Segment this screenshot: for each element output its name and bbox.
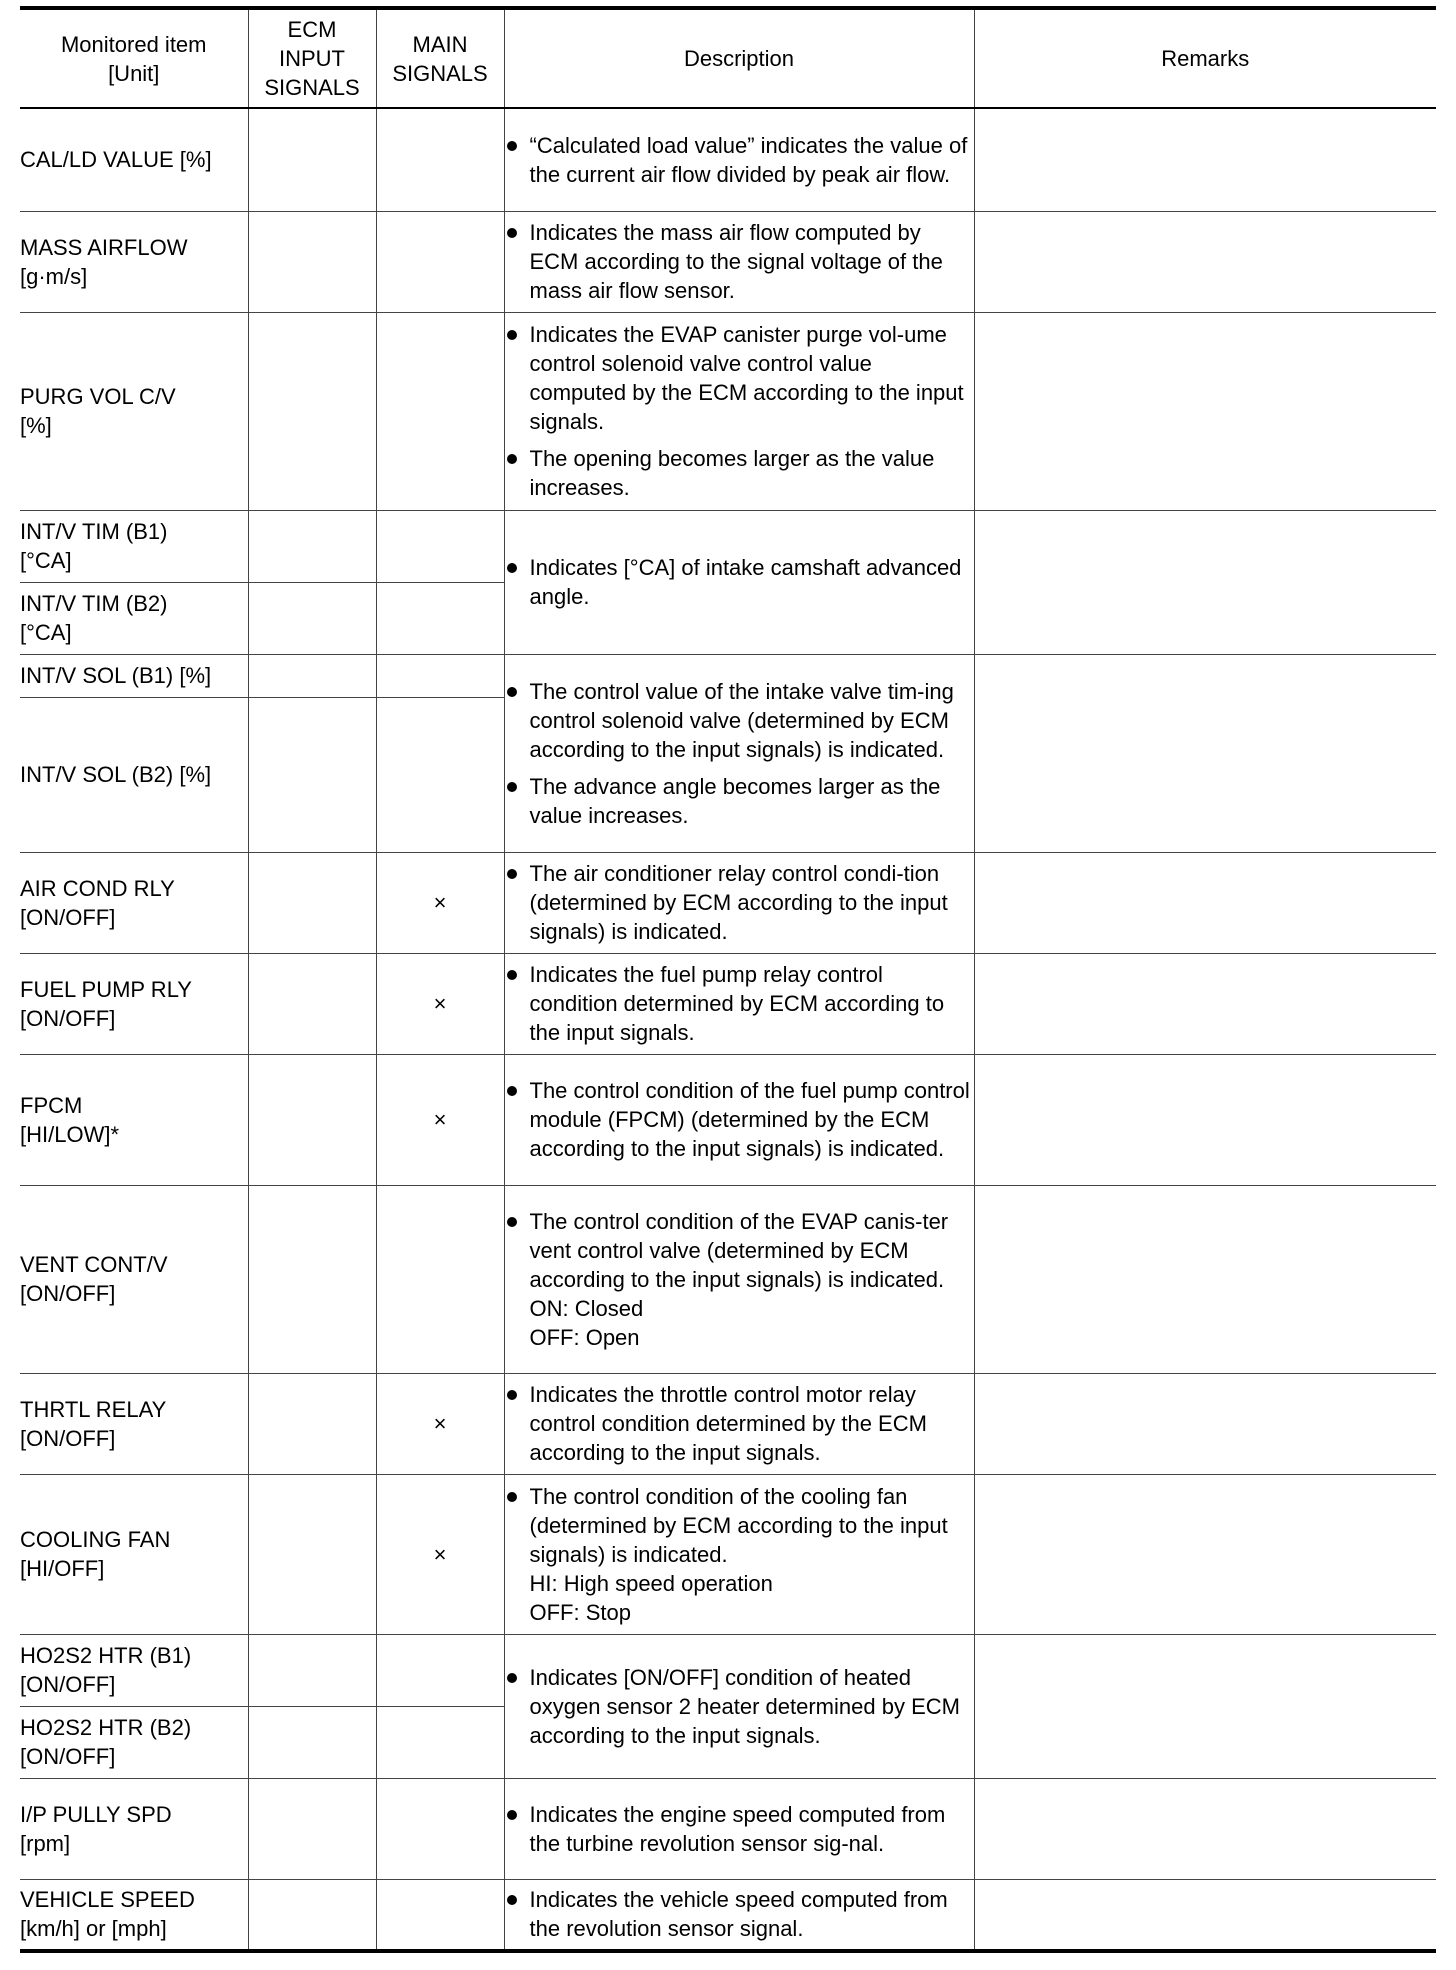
- main-signal-cell: [376, 582, 504, 654]
- table-row: [20, 654, 1436, 697]
- monitored-item-cell: PURG VOL C/V [%]: [20, 312, 248, 510]
- description-cell: [504, 211, 974, 312]
- ecm-input-cell: [248, 1373, 376, 1474]
- monitored-item-cell: FUEL PUMP RLY [ON/OFF]: [20, 953, 248, 1054]
- remarks-cell: [974, 312, 1436, 510]
- remarks-cell: [974, 1879, 1436, 1951]
- description-bullet: Indicates the fuel pump relay control condition determined by ECM according to the input signals.: [505, 960, 974, 1047]
- header-row: [20, 8, 1436, 108]
- description-cell: [504, 312, 974, 510]
- description-cell: [504, 852, 974, 953]
- table-row: [20, 510, 1436, 582]
- description-bullet: The air conditioner relay control condi-tion (determined by ECM according to the input signals) is indicated.: [505, 859, 974, 946]
- description-bullet: The opening becomes larger as the value increases.: [505, 444, 974, 502]
- description-bullet: Indicates the vehicle speed computed from the revolution sensor signal.: [505, 1885, 974, 1943]
- main-signal-cell: ×: [376, 1474, 504, 1634]
- ecm-input-cell: [248, 654, 376, 697]
- description-bullet: The control condition of the cooling fan (determined by ECM according to the input signals) is indicated. HI: High speed operation OFF: Stop: [505, 1482, 974, 1627]
- main-signal-cell: [376, 1879, 504, 1951]
- remarks-cell: [974, 1474, 1436, 1634]
- ecm-input-cell: [248, 1474, 376, 1634]
- remarks-cell: [974, 1778, 1436, 1879]
- table-body: [20, 108, 1436, 1951]
- description-cell: [504, 1054, 974, 1185]
- description-bullet: Indicates the engine speed computed from the turbine revolution sensor sig-nal.: [505, 1800, 974, 1858]
- monitored-item-cell: INT/V SOL (B1) [%]: [20, 654, 248, 697]
- main-signal-cell: [376, 312, 504, 510]
- description-cell: [504, 1185, 974, 1373]
- table-row: [20, 1634, 1436, 1706]
- description-cell: [504, 108, 974, 211]
- remarks-cell: [974, 1185, 1436, 1373]
- monitored-item-cell: THRTL RELAY [ON/OFF]: [20, 1373, 248, 1474]
- description-cell: [504, 1634, 974, 1778]
- description-bullet: The control value of the intake valve tim-ing control solenoid valve (determined by ECM according to the input signals) is indicated.: [505, 677, 974, 764]
- table-row: [20, 312, 1436, 510]
- description-bullet: The control condition of the fuel pump control module (FPCM) (determined by the ECM according to the input signals) is indicated.: [505, 1076, 974, 1163]
- ecm-input-cell: [248, 1879, 376, 1951]
- monitored-item-cell: AIR COND RLY [ON/OFF]: [20, 852, 248, 953]
- header-ecm-input-signals: ECM INPUT SIGNALS: [248, 8, 376, 108]
- description-cell: [504, 953, 974, 1054]
- remarks-cell: [974, 108, 1436, 211]
- remarks-cell: [974, 1054, 1436, 1185]
- monitored-item-cell: INT/V TIM (B1) [°CA]: [20, 510, 248, 582]
- remarks-cell: [974, 211, 1436, 312]
- table-row: [20, 108, 1436, 211]
- remarks-cell: [974, 953, 1436, 1054]
- ecm-input-cell: [248, 697, 376, 852]
- table-header: [20, 8, 1436, 108]
- remarks-cell: [974, 1634, 1436, 1778]
- ecm-input-cell: [248, 1706, 376, 1778]
- description-bullet: The control condition of the EVAP canis-ter vent control valve (determined by ECM according to the input signals) is indicated. ON: Closed OFF: Open: [505, 1207, 974, 1352]
- monitored-item-cell: MASS AIRFLOW [g·m/s]: [20, 211, 248, 312]
- table-row: [20, 1054, 1436, 1185]
- ecm-input-cell: [248, 510, 376, 582]
- monitored-item-cell: VENT CONT/V [ON/OFF]: [20, 1185, 248, 1373]
- description-bullet: Indicates the mass air flow computed by ECM according to the signal voltage of the mass air flow sensor.: [505, 218, 974, 305]
- description-bullet: “Calculated load value” indicates the value of the current air flow divided by peak air flow.: [505, 131, 974, 189]
- remarks-cell: [974, 654, 1436, 852]
- main-signal-cell: [376, 697, 504, 852]
- main-signal-cell: [376, 108, 504, 211]
- monitored-item-cell: INT/V TIM (B2) [°CA]: [20, 582, 248, 654]
- description-cell: [504, 1474, 974, 1634]
- monitored-item-cell: HO2S2 HTR (B2) [ON/OFF]: [20, 1706, 248, 1778]
- table-row: [20, 1474, 1436, 1634]
- description-bullet: Indicates [ON/OFF] condition of heated oxygen sensor 2 heater determined by ECM according to the input signals.: [505, 1663, 974, 1750]
- monitor-item-table: [20, 6, 1436, 1953]
- main-signal-cell: ×: [376, 953, 504, 1054]
- main-signal-cell: [376, 1634, 504, 1706]
- monitored-item-cell: FPCM [HI/LOW]*: [20, 1054, 248, 1185]
- main-signal-cell: ×: [376, 1054, 504, 1185]
- main-signal-cell: [376, 1778, 504, 1879]
- main-signal-cell: [376, 510, 504, 582]
- ecm-input-cell: [248, 312, 376, 510]
- header-monitored-item: Monitored item [Unit]: [20, 8, 248, 108]
- monitored-item-cell: I/P PULLY SPD [rpm]: [20, 1778, 248, 1879]
- description-bullet: Indicates [°CA] of intake camshaft advanced angle.: [505, 553, 974, 611]
- ecm-input-cell: [248, 953, 376, 1054]
- header-remarks: Remarks: [974, 8, 1436, 108]
- table-row: [20, 211, 1436, 312]
- ecm-input-cell: [248, 1634, 376, 1706]
- ecm-input-cell: [248, 1185, 376, 1373]
- description-cell: [504, 510, 974, 654]
- description-bullet: The advance angle becomes larger as the value increases.: [505, 772, 974, 830]
- table-row: [20, 1185, 1436, 1373]
- ecm-input-cell: [248, 1778, 376, 1879]
- table-row: [20, 1373, 1436, 1474]
- remarks-cell: [974, 510, 1436, 654]
- monitored-item-cell: INT/V SOL (B2) [%]: [20, 697, 248, 852]
- description-bullet: Indicates the EVAP canister purge vol-ume control solenoid valve control value computed by the ECM according to the input signals.: [505, 320, 974, 436]
- ecm-input-cell: [248, 582, 376, 654]
- header-main-signals: MAIN SIGNALS: [376, 8, 504, 108]
- description-bullet: Indicates the throttle control motor relay control condition determined by the ECM according to the input signals.: [505, 1380, 974, 1467]
- table-row: [20, 852, 1436, 953]
- main-signal-cell: ×: [376, 1373, 504, 1474]
- ecm-input-cell: [248, 852, 376, 953]
- description-cell: [504, 1879, 974, 1951]
- monitored-item-cell: HO2S2 HTR (B1) [ON/OFF]: [20, 1634, 248, 1706]
- main-signal-cell: [376, 654, 504, 697]
- main-signal-cell: [376, 211, 504, 312]
- remarks-cell: [974, 1373, 1436, 1474]
- ecm-input-cell: [248, 1054, 376, 1185]
- description-cell: [504, 1778, 974, 1879]
- table-row: [20, 1879, 1436, 1951]
- ecm-input-cell: [248, 108, 376, 211]
- ecm-input-cell: [248, 211, 376, 312]
- monitored-item-cell: CAL/LD VALUE [%]: [20, 108, 248, 211]
- main-signal-cell: ×: [376, 852, 504, 953]
- description-cell: [504, 1373, 974, 1474]
- table-row: [20, 953, 1436, 1054]
- table-row: [20, 1778, 1436, 1879]
- monitored-item-cell: COOLING FAN [HI/OFF]: [20, 1474, 248, 1634]
- main-signal-cell: [376, 1185, 504, 1373]
- monitored-item-cell: VEHICLE SPEED [km/h] or [mph]: [20, 1879, 248, 1951]
- remarks-cell: [974, 852, 1436, 953]
- main-signal-cell: [376, 1706, 504, 1778]
- header-description: Description: [504, 8, 974, 108]
- description-cell: [504, 654, 974, 852]
